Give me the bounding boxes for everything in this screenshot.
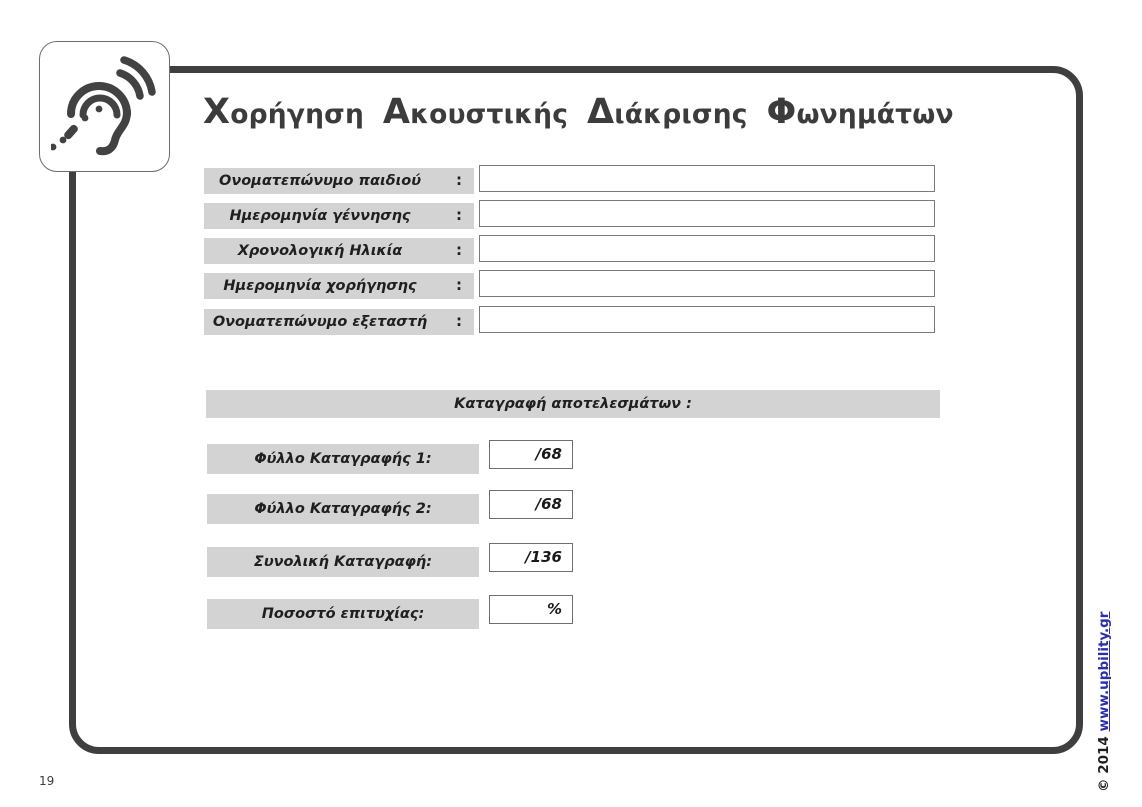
copyright-notice — [1096, 611, 1136, 792]
form-label-text: Ημερομηνία γέννησης — [229, 208, 411, 224]
page-title — [203, 90, 954, 137]
result-label-total: Συνολική Καταγραφή: — [207, 547, 479, 577]
copyright-year: © 2014 — [1096, 736, 1112, 792]
title-rest: κουστικής — [410, 99, 569, 130]
input-chronological-age[interactable] — [479, 235, 935, 262]
title-word — [382, 92, 574, 132]
title-initial: Α — [382, 92, 411, 132]
title-rest: ωνημάτων — [796, 99, 954, 130]
form-label-text: Ονοματεπώνυμο παιδιού — [219, 173, 421, 189]
logo-card — [39, 41, 170, 172]
result-label-success-rate: Ποσοστό επιτυχίας: — [207, 599, 479, 629]
title-word — [586, 92, 754, 132]
label-colon: : — [456, 241, 462, 259]
label-colon: : — [456, 312, 462, 330]
title-rest: ορήγηση — [230, 99, 365, 130]
results-header-text: Καταγραφή αποτελεσμάτων : — [454, 396, 692, 412]
website-link[interactable]: www.upbility.gr — [1096, 611, 1112, 732]
form-label-text: Ονοματεπώνυμο εξεταστή — [212, 314, 428, 330]
title-rest: ιάκρισης — [614, 99, 748, 130]
title-word — [766, 92, 954, 132]
title-word — [203, 92, 370, 132]
page-number: 19 — [39, 774, 55, 788]
form-label-cell — [204, 238, 474, 264]
results-section-header — [206, 390, 940, 418]
result-value-sheet-2[interactable]: /68 — [489, 490, 573, 519]
input-administration-date[interactable] — [479, 270, 935, 297]
input-birth-date[interactable] — [479, 200, 935, 227]
ear-hearing-icon — [51, 52, 159, 160]
form-label-cell — [204, 203, 474, 229]
result-value-total[interactable]: /136 — [489, 543, 573, 572]
label-colon: : — [456, 171, 462, 189]
input-child-name[interactable] — [479, 165, 935, 192]
form-label-text: Ημερομηνία χορήγησης — [223, 278, 417, 294]
form-label-cell — [204, 168, 474, 194]
label-colon: : — [456, 206, 462, 224]
input-examiner-name[interactable] — [479, 306, 935, 333]
form-label-cell — [204, 273, 474, 299]
form-label-text: Χρονολογική Ηλικία — [237, 243, 403, 259]
title-initial: Χ — [203, 92, 231, 132]
result-value-success-rate[interactable]: % — [489, 595, 573, 624]
title-initial: Δ — [586, 92, 615, 132]
result-label-sheet-1: Φύλλο Καταγραφής 1: — [207, 444, 479, 474]
result-value-sheet-1[interactable]: /68 — [489, 440, 573, 469]
form-label-cell — [204, 309, 474, 335]
label-colon: : — [456, 276, 462, 294]
title-initial: Φ — [766, 92, 797, 132]
result-label-sheet-2: Φύλλο Καταγραφής 2: — [207, 494, 479, 524]
